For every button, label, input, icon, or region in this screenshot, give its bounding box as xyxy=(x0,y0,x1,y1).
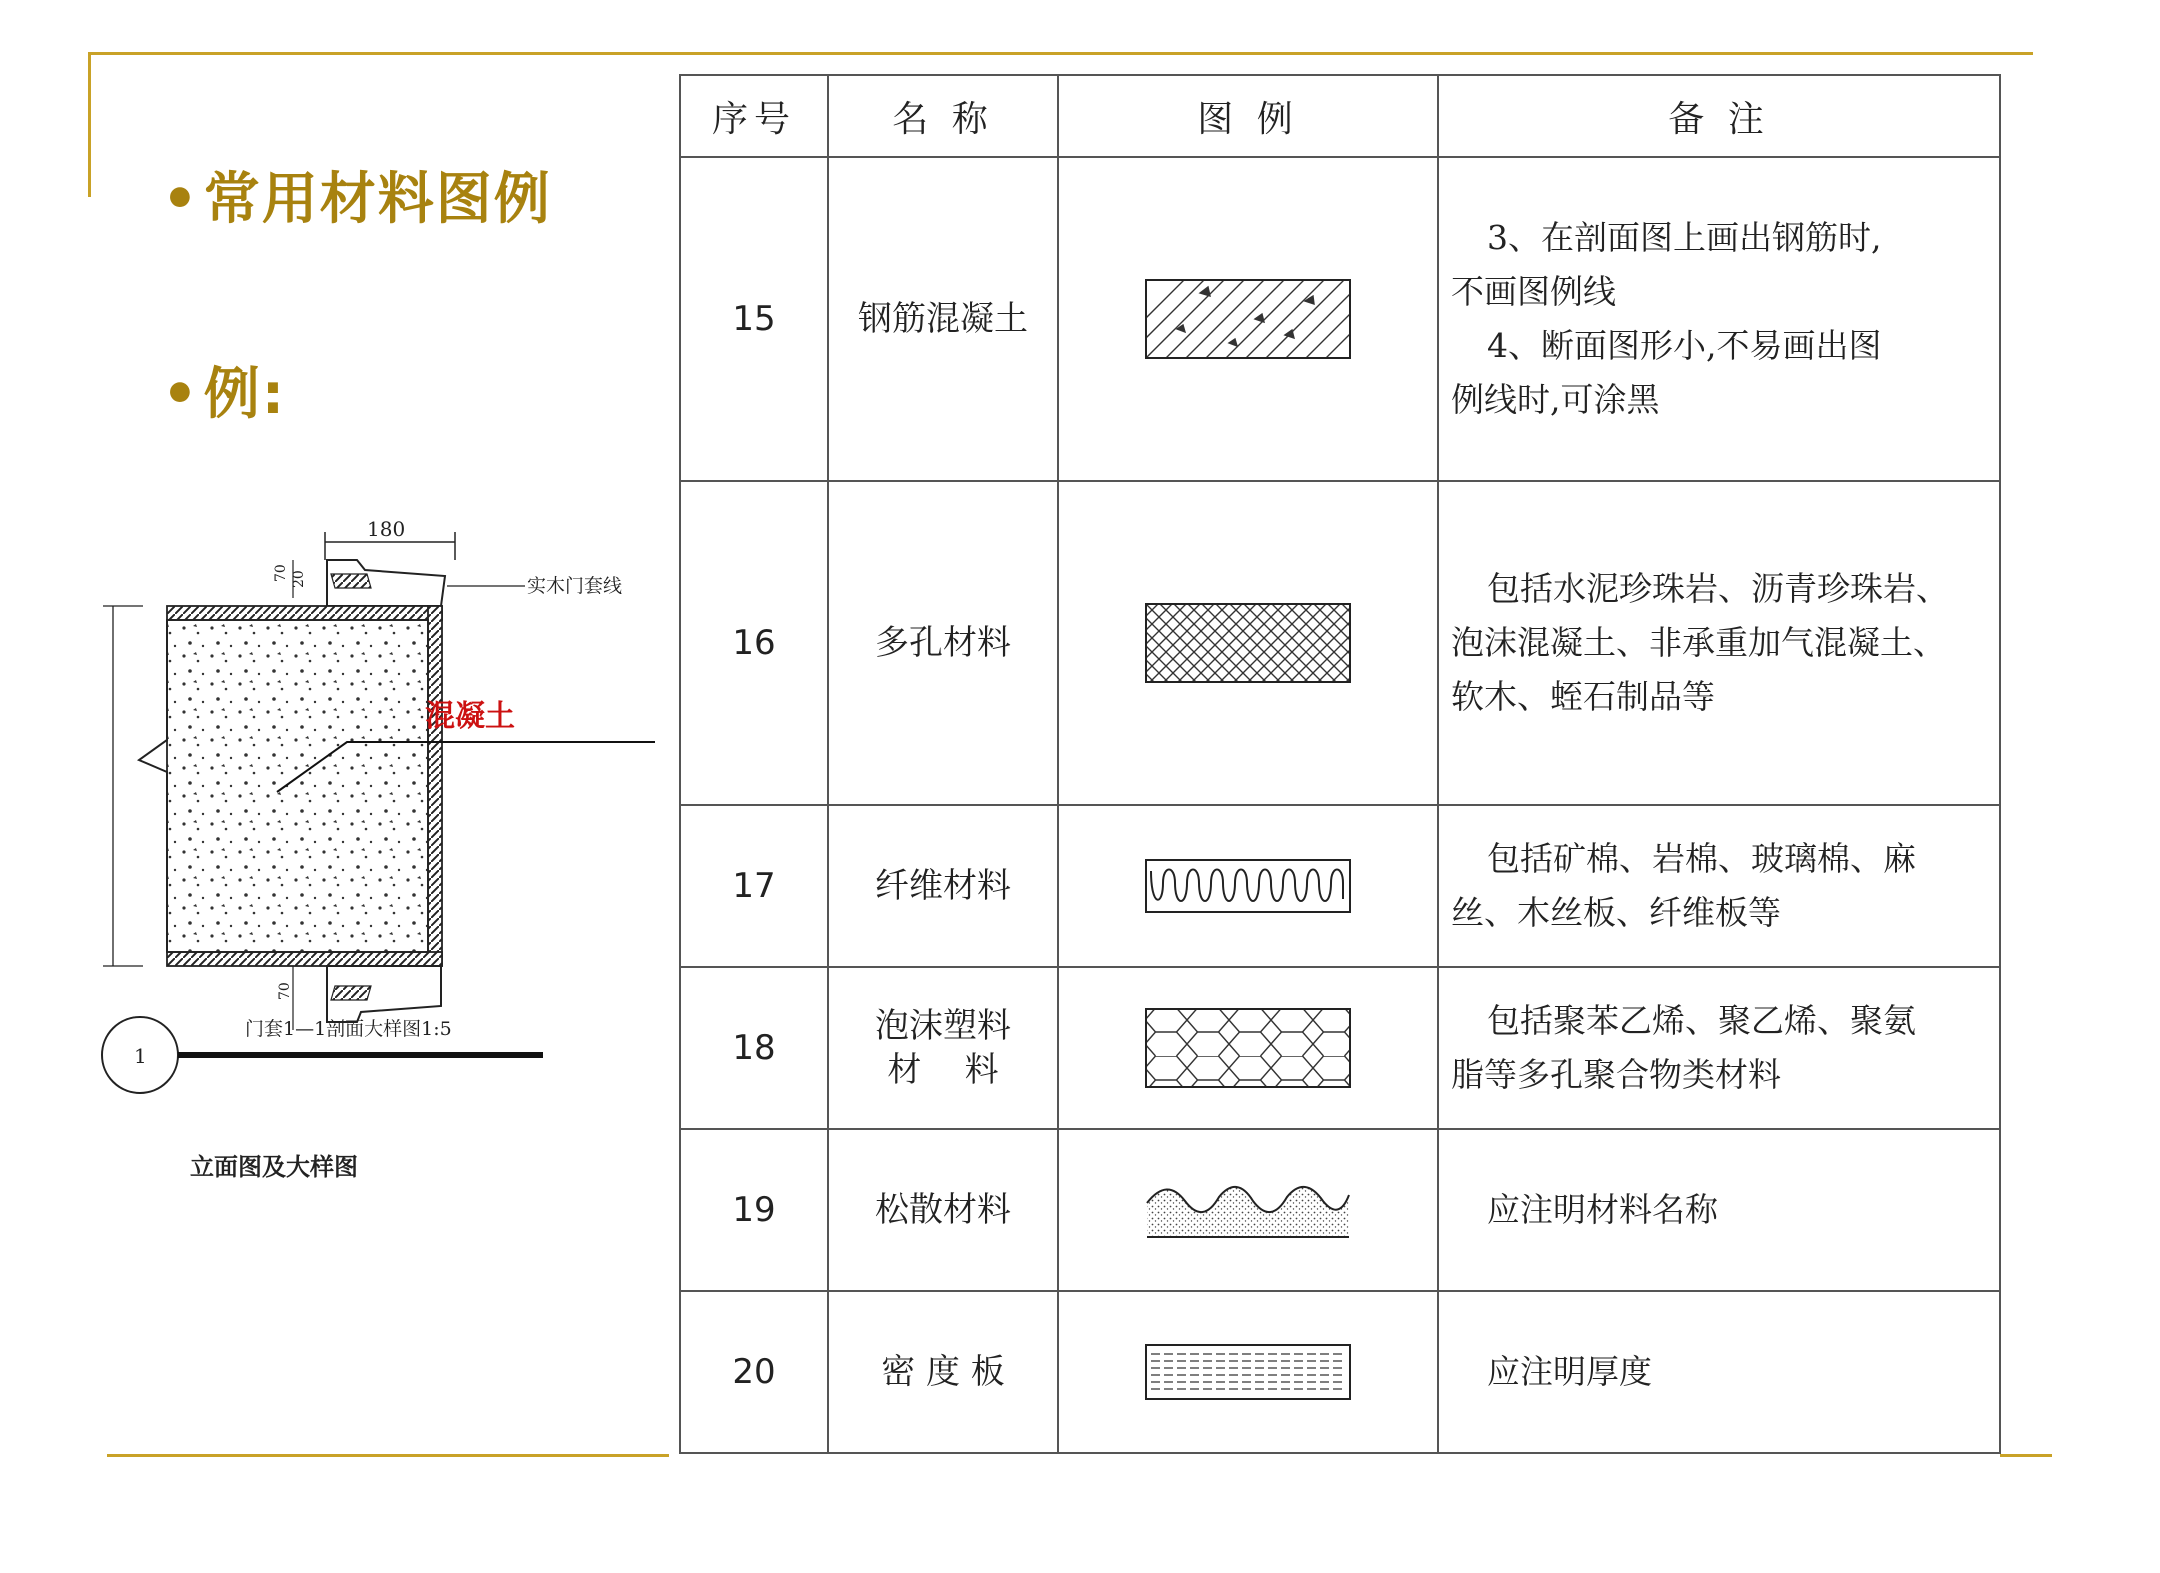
note-line: 脂等多孔聚合物类材料 xyxy=(1451,1055,1781,1094)
label-concrete: 混凝土 xyxy=(425,699,515,734)
door-frame-section-drawing xyxy=(95,510,675,1230)
row-pattern xyxy=(1058,1129,1438,1291)
note-line: 包括水泥珍珠岩、沥青珍珠岩、 xyxy=(1487,569,1949,608)
row-no: 17 xyxy=(680,805,828,967)
label-trim: 实木门套线 xyxy=(527,575,623,597)
note-line: 3、在剖面图上画出钢筋时, xyxy=(1487,218,1882,257)
dimension-small-2: 20 xyxy=(291,570,307,588)
note-line: 包括矿棉、岩棉、玻璃棉、麻 xyxy=(1487,839,1916,878)
row-note xyxy=(1438,805,2000,967)
table-row xyxy=(680,157,2000,481)
note-line: 软木、蛭石制品等 xyxy=(1451,677,1715,716)
reinforced-concrete-hatch-icon xyxy=(1145,279,1351,359)
loose-material-dots-icon xyxy=(1145,1175,1351,1245)
note-line: 包括聚苯乙烯、聚乙烯、聚氨 xyxy=(1487,1001,1916,1040)
row-name-line: 密 度 板 xyxy=(881,1352,1005,1392)
row-name xyxy=(828,481,1058,805)
left-rule xyxy=(88,52,91,197)
row-note xyxy=(1438,1129,2000,1291)
cross-hatch-icon xyxy=(1145,603,1351,683)
bullet-text: 例: xyxy=(203,362,287,427)
row-name-line: 多孔材料 xyxy=(875,623,1011,663)
note-line: 例线时,可涂黑 xyxy=(1451,380,1660,419)
note-line: 丝、木丝板、纤维板等 xyxy=(1451,893,1781,932)
bottom-rule-right xyxy=(2000,1454,2052,1457)
row-name xyxy=(828,157,1058,481)
bottom-rule-left xyxy=(107,1454,669,1457)
table-row xyxy=(680,1291,2000,1453)
row-note xyxy=(1438,967,2000,1129)
row-pattern xyxy=(1058,481,1438,805)
dimension-top: 180 xyxy=(367,517,406,541)
row-no: 20 xyxy=(680,1291,828,1453)
section-marker: 1 xyxy=(134,1044,147,1068)
row-pattern xyxy=(1058,805,1438,967)
note-line: 泡沫混凝土、非承重加气混凝土、 xyxy=(1451,623,1946,662)
row-note xyxy=(1438,1291,2000,1453)
row-pattern xyxy=(1058,1291,1438,1453)
header-no: 序号 xyxy=(680,75,828,157)
note-line: 应注明厚度 xyxy=(1487,1352,1652,1391)
drawing-caption: 立面图及大样图 xyxy=(190,1152,358,1181)
bullet-text: 常用材料图例 xyxy=(203,167,552,232)
table-row xyxy=(680,1129,2000,1291)
row-name-line: 钢筋混凝土 xyxy=(858,299,1028,339)
note-line: 4、断面图形小,不易画出图 xyxy=(1487,326,1882,365)
header-legend: 图 例 xyxy=(1058,75,1438,157)
header-name: 名 称 xyxy=(828,75,1058,157)
row-name-line: 材 料 xyxy=(887,1050,999,1090)
row-name-line: 泡沫塑料 xyxy=(875,1006,1011,1046)
row-pattern xyxy=(1058,967,1438,1129)
section-title: 门套1—1剖面大样图1:5 xyxy=(245,1018,452,1040)
bullet-dot: • xyxy=(162,362,200,427)
row-note xyxy=(1438,157,2000,481)
row-name-line: 纤维材料 xyxy=(875,866,1011,906)
note-line: 不画图例线 xyxy=(1451,272,1616,311)
header-note: 备 注 xyxy=(1438,75,2000,157)
hexagon-foam-icon xyxy=(1145,1008,1351,1088)
row-name xyxy=(828,1129,1058,1291)
row-no: 15 xyxy=(680,157,828,481)
row-name-line: 松散材料 xyxy=(875,1190,1011,1230)
dimension-small-1: 70 xyxy=(273,564,289,582)
bullet-dot: • xyxy=(162,167,200,232)
table-header-row xyxy=(680,75,2000,157)
wave-fiber-icon xyxy=(1145,859,1351,913)
dimension-bottom: 70 xyxy=(277,982,293,1000)
bullet-common-materials xyxy=(162,155,552,235)
table-row xyxy=(680,967,2000,1129)
row-name xyxy=(828,805,1058,967)
material-legend-table xyxy=(679,74,2001,1454)
bullet-example xyxy=(162,350,286,430)
density-board-lines-icon xyxy=(1145,1344,1351,1400)
table-row xyxy=(680,805,2000,967)
row-name xyxy=(828,1291,1058,1453)
row-no: 18 xyxy=(680,967,828,1129)
note-line: 应注明材料名称 xyxy=(1487,1190,1718,1229)
top-rule xyxy=(88,52,2033,55)
row-no: 19 xyxy=(680,1129,828,1291)
row-no: 16 xyxy=(680,481,828,805)
row-pattern xyxy=(1058,157,1438,481)
row-note xyxy=(1438,481,2000,805)
row-name xyxy=(828,967,1058,1129)
table-row xyxy=(680,481,2000,805)
